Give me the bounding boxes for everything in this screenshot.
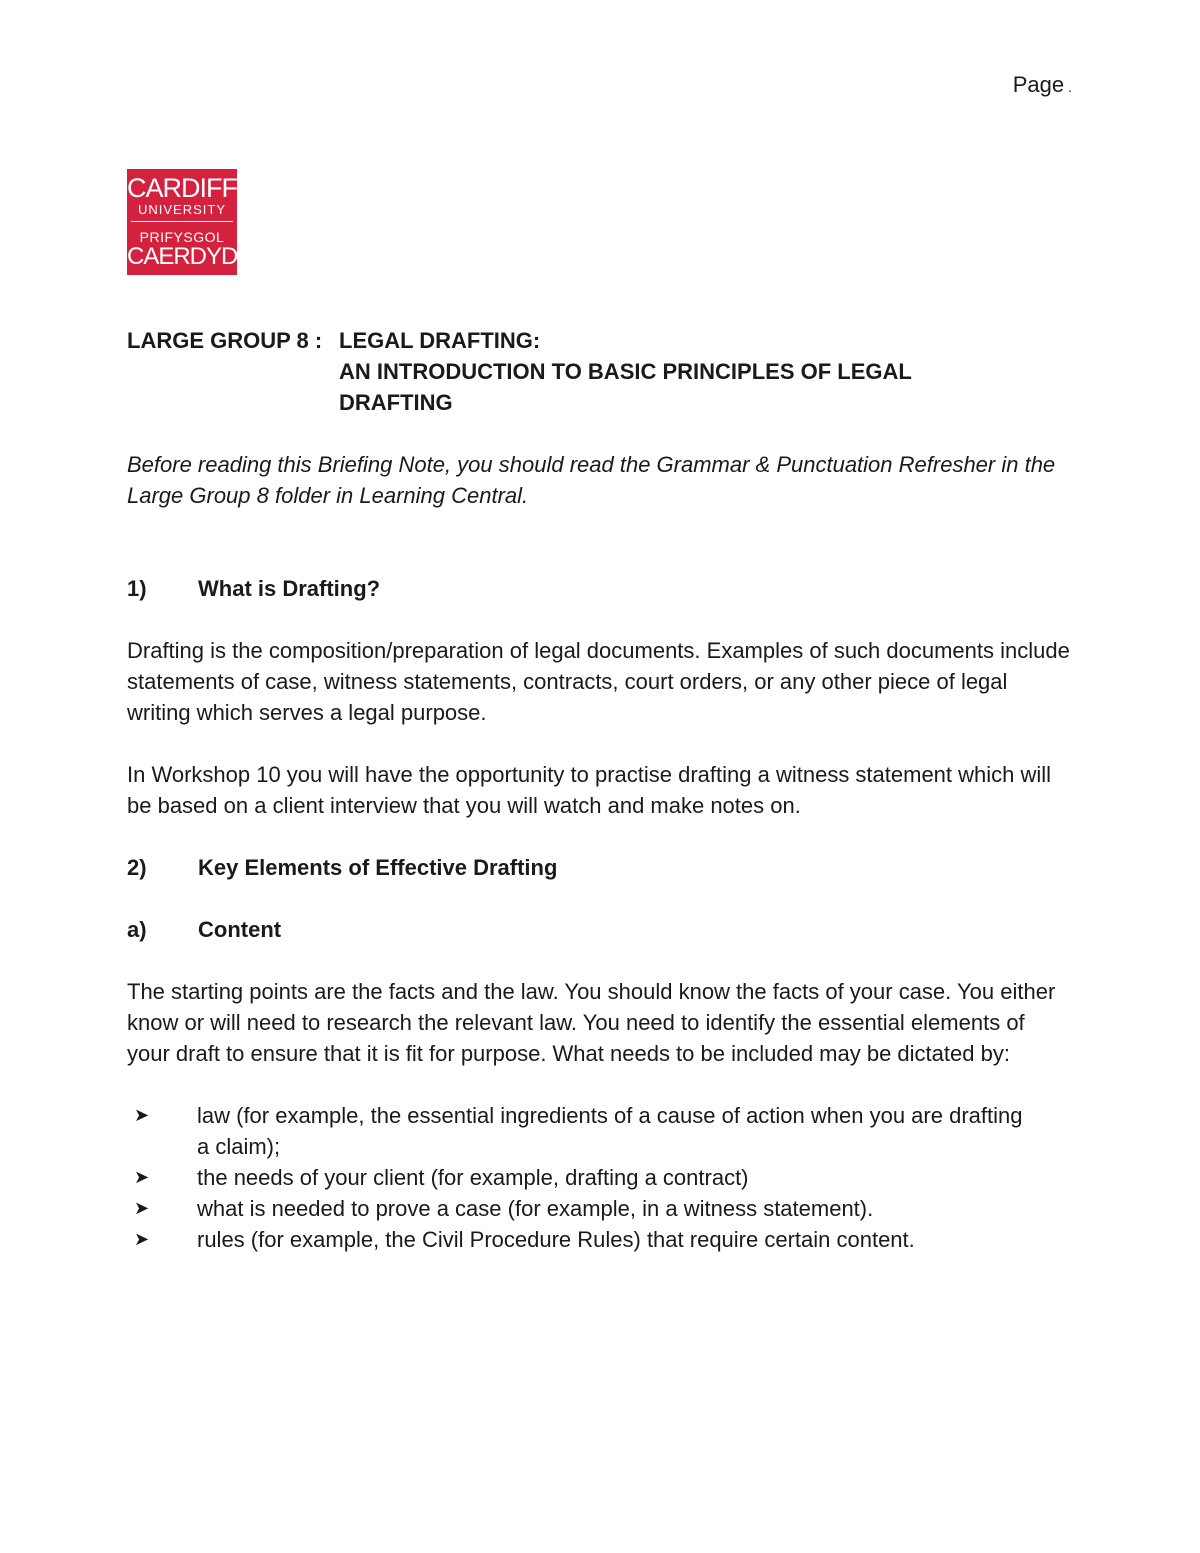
logo-line-cardiff: CARDIFF xyxy=(127,173,237,203)
title-text xyxy=(339,325,979,418)
title-line-2: AN INTRODUCTION TO BASIC PRINCIPLES OF LEGAL DRAFTING xyxy=(339,359,912,415)
page-number-dot: . xyxy=(1068,79,1072,95)
arrowhead-bullet-icon: ➤ xyxy=(134,1105,150,1125)
section-1-title: What is Drafting? xyxy=(198,576,381,601)
list-item xyxy=(134,1224,1072,1255)
bullet-text: the needs of your client (for example, drafting a contract) xyxy=(197,1165,749,1190)
subsection-a-heading xyxy=(127,914,1072,945)
subsection-a-number: a) xyxy=(127,917,147,942)
document-body xyxy=(127,325,1072,1255)
logo-line-caerdydd: CAERDYDD xyxy=(127,243,254,270)
arrowhead-bullet-icon: ➤ xyxy=(134,1198,150,1218)
section-2-number: 2) xyxy=(127,855,147,880)
bullet-text: rules (for example, the Civil Procedure Rules) that require certain content. xyxy=(197,1227,915,1252)
list-item xyxy=(134,1100,1072,1162)
section-2-title: Key Elements of Effective Drafting xyxy=(198,855,558,880)
cardiff-university-logo xyxy=(127,169,254,275)
bullet-text: what is needed to prove a case (for example, in a witness statement). xyxy=(197,1196,874,1221)
page-label: Page xyxy=(1012,72,1065,97)
content-bullet-list xyxy=(127,1100,1072,1255)
arrowhead-bullet-icon: ➤ xyxy=(134,1229,150,1249)
section-2-heading xyxy=(127,852,1072,883)
bullet-text: law (for example, the essential ingredients of a cause of action when you are drafting a claim); xyxy=(197,1103,1023,1159)
section-1-heading xyxy=(127,573,1072,604)
logo-line-prifysgol: PRIFYSGOL xyxy=(139,229,225,245)
page-header xyxy=(1013,72,1072,98)
intro-note: Before reading this Briefing Note, you should read the Grammar & Punctuation Refresher in the Large Group 8 folder in Learning Central. xyxy=(127,452,1056,508)
title-line-1: LEGAL DRAFTING: xyxy=(339,328,541,353)
subsection-a-paragraph: The starting points are the facts and the law. You should know the facts of your case. You either know or will need to research the relevant law. You need to identify the essential elements of your draft to ensure that it is fit for purpose. What needs to be included may be dictated by: xyxy=(127,979,1056,1066)
list-item xyxy=(134,1193,1072,1224)
list-item xyxy=(134,1162,1072,1193)
document-title xyxy=(127,325,1072,418)
logo-divider xyxy=(131,221,233,222)
title-label: LARGE GROUP 8 : xyxy=(127,328,323,353)
logo-line-university: UNIVERSITY xyxy=(137,202,226,217)
arrowhead-bullet-icon: ➤ xyxy=(134,1167,150,1187)
section-1-number: 1) xyxy=(127,576,147,601)
subsection-a-title: Content xyxy=(198,917,282,942)
section-1-paragraph-1: Drafting is the composition/preparation of legal documents. Examples of such documents include statements of case, witness statements, contracts, court orders, or any other piece of legal writing which serves a legal purpose. xyxy=(127,638,1070,725)
section-1-paragraph-2: In Workshop 10 you will have the opportunity to practise drafting a witness statement which will be based on a client interview that you will watch and make notes on. xyxy=(127,762,1052,818)
